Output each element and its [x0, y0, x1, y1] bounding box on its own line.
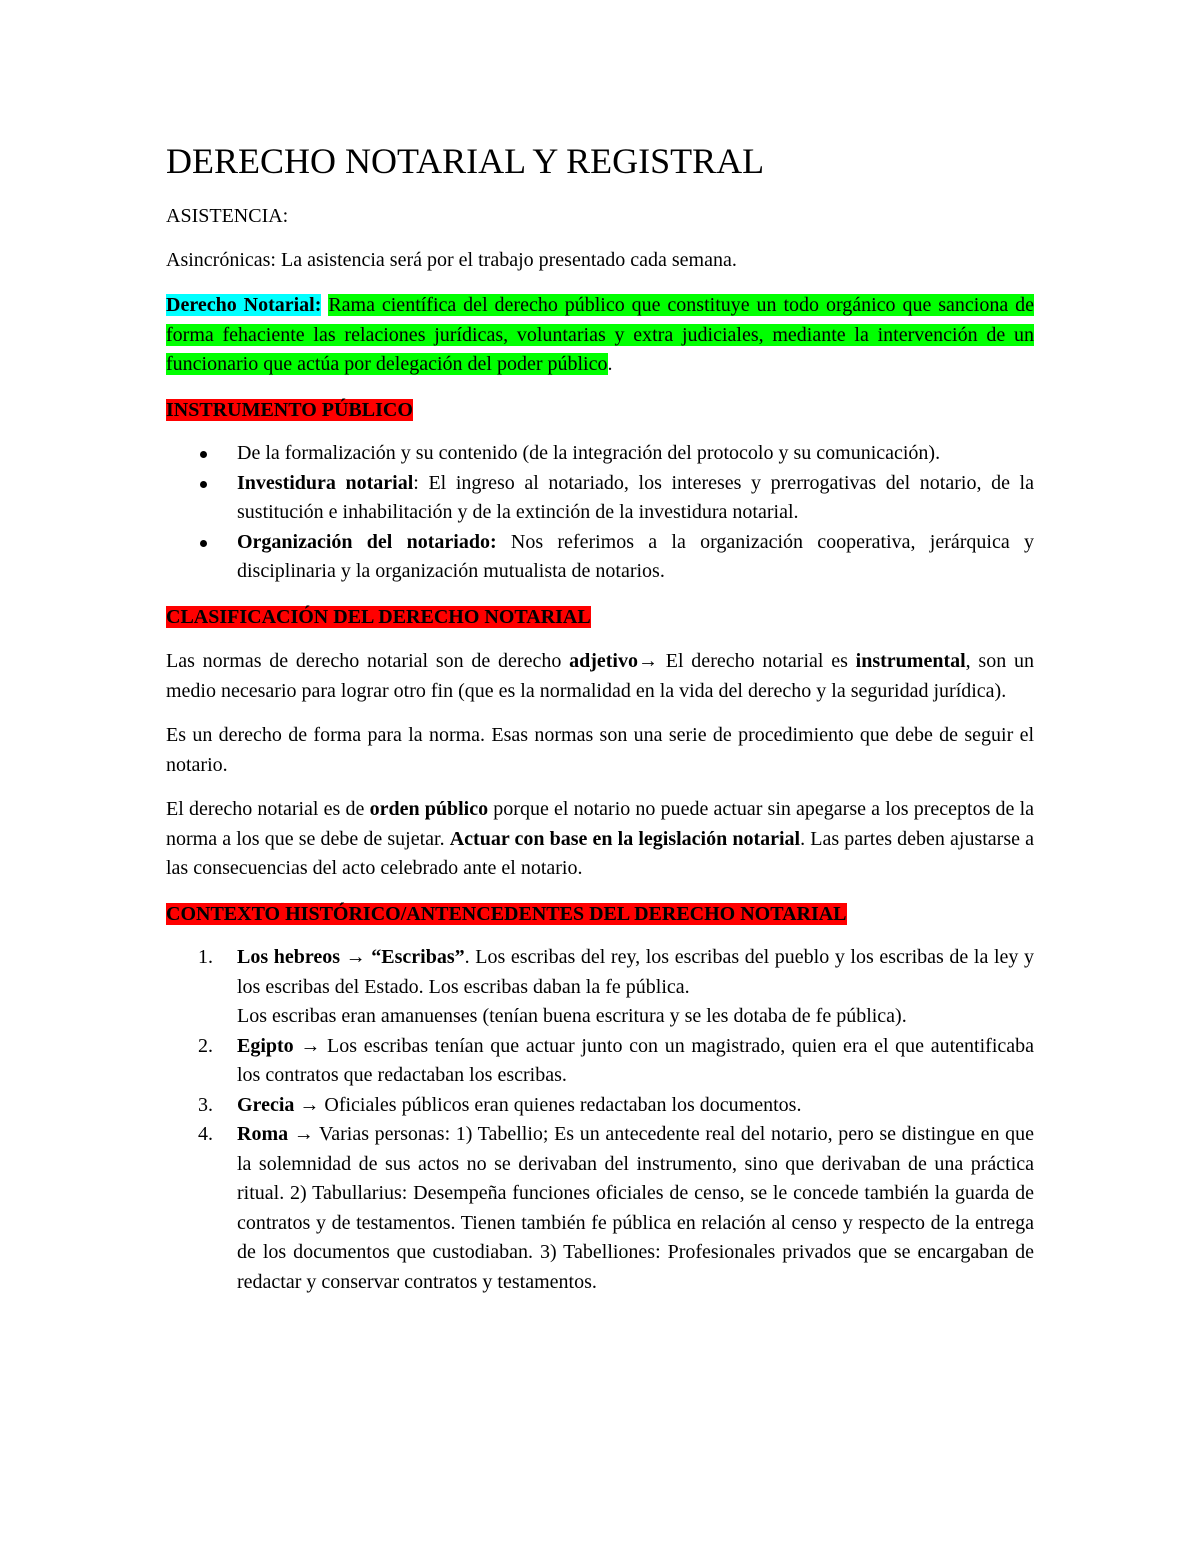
section-heading-clasificacion-text: CLASIFICACIÓN DEL DERECHO NOTARIAL [166, 605, 591, 628]
bold-adjetivo: adjetivo [569, 650, 638, 672]
section-heading-contexto-text: CONTEXTO HISTÓRICO/ANTENCEDENTES DEL DERECHO NOTARIAL [166, 902, 847, 925]
section-heading-clasificacion [166, 603, 1034, 633]
list-item [166, 943, 1034, 1032]
section-heading-instrumento-text: INSTRUMENTO PÚBLICO [166, 398, 413, 421]
asincronicas-paragraph: Asincrónicas: La asistencia será por el trabajo presentado cada semana. [166, 248, 737, 271]
bold-instrumental: instrumental [855, 650, 966, 672]
clasificacion-paragraph-2: Es un derecho de forma para la norma. Esas normas son una serie de procedimiento que debe de seguir el notario. [166, 724, 1034, 776]
section-heading-contexto [166, 900, 1034, 930]
historia-list [166, 943, 1034, 1297]
bullet-icon [200, 451, 207, 458]
text-run: El derecho notarial es de [166, 798, 370, 820]
list-item-bold: Roma → [237, 1123, 314, 1145]
list-item-text: : El ingreso al notariado, los intereses y prerrogativas del notario, de la sustitución e inhabilitación y de la extinción de la investidura notarial. [237, 471, 1034, 523]
list-item-text: Los escribas tenían que actuar junto con un magistrado, quien era el que autentificaba los contratos que redactaban los escribas. [237, 1034, 1035, 1086]
definition-end: . [607, 353, 613, 375]
instrumento-list [166, 439, 1034, 587]
definition-term: Derecho Notarial: [166, 294, 322, 316]
definition-paragraph [166, 291, 1034, 380]
clasificacion-paragraph-1 [166, 647, 1034, 706]
document-page [166, 138, 1034, 1297]
text-run: porque el notario no puede actuar sin apegarse a los preceptos de la norma a los que se debe de sujetar. [166, 798, 1035, 850]
clasificacion-paragraph-3 [166, 795, 1034, 884]
arrow-right-icon: → [638, 650, 658, 672]
list-item [166, 1091, 1034, 1121]
bullet-icon [200, 540, 207, 547]
text-run: Las normas de derecho notarial son de derecho [166, 650, 570, 672]
list-item [166, 469, 1034, 528]
section-heading-instrumento [166, 396, 1034, 426]
list-item-bold: Los hebreos → “Escribas” [237, 946, 465, 968]
list-item-text: . Los escribas del rey, los escribas del pueblo y los escribas de la ley y los escribas del Estado. Los escribas daban la fe pública. [237, 946, 1034, 998]
list-item [166, 528, 1034, 587]
bold-actuar: Actuar con base en la legislación notarial [449, 827, 801, 850]
bullet-icon [200, 481, 207, 488]
list-item-text: De la formalización y su contenido (de la integración del protocolo y su comunicación). [237, 442, 941, 464]
list-item-text: Nos referimos a la organización cooperativa, jerárquica y disciplinaria y la organización mutualista de notarios. [237, 530, 1034, 582]
list-number: 4. [198, 1123, 213, 1145]
list-item [166, 1032, 1034, 1091]
list-item-text: Varias personas: 1) Tabellio; Es un antecedente real del notario, pero se distingue en que la solemnidad de sus actos no se derivaban del instrumento, sino que derivaban de una práctica ritual. 2) Tabullarius: Desempeña funciones oficiales de censo, se le concede también la guarda de contratos y de testamentos. Tienen también fe pública en relación al censo y respecto de la entrega de los documentos que custodiaban. 3) Tabelliones: Profesionales privados que se encargaban de redactar y conservar contratos y testamentos. [237, 1123, 1035, 1293]
list-number: 3. [198, 1093, 213, 1116]
list-item-bold: Organización del notariado: [237, 530, 497, 553]
document-title: DERECHO NOTARIAL Y REGISTRAL [166, 141, 765, 181]
bold-orden-publico: orden público [369, 798, 489, 820]
list-number: 2. [198, 1034, 213, 1057]
list-item-bold: Egipto → [237, 1034, 321, 1057]
list-item-bold: Grecia → [237, 1093, 320, 1116]
asistencia-label: ASISTENCIA: [166, 205, 289, 227]
list-item-bold: Investidura notarial [237, 471, 414, 494]
definition-text: Rama científica del derecho público que constituye un todo orgánico que sanciona de forma fehaciente las relaciones jurídicas, voluntarias y extra judiciales, mediante la intervención de un funcionario que actúa por delegación del poder público [166, 294, 1035, 375]
list-number: 1. [198, 946, 213, 968]
list-item [166, 439, 1034, 469]
text-run: . Las partes deben ajustarse a las consecuencias del acto celebrado ante el notario. [166, 827, 1035, 879]
text-run: , son un medio necesario para lograr otro fin (que es la normalidad en la vida del derecho y la seguridad jurídica). [166, 650, 1034, 702]
text-run: El derecho notarial es [658, 650, 856, 672]
list-item-extra: Los escribas eran amanuenses (tenían buena escritura y se les dotaba de fe pública). [237, 1005, 907, 1027]
list-item-text: Oficiales públicos eran quienes redactaban los documentos. [319, 1093, 802, 1116]
list-item [166, 1120, 1034, 1297]
